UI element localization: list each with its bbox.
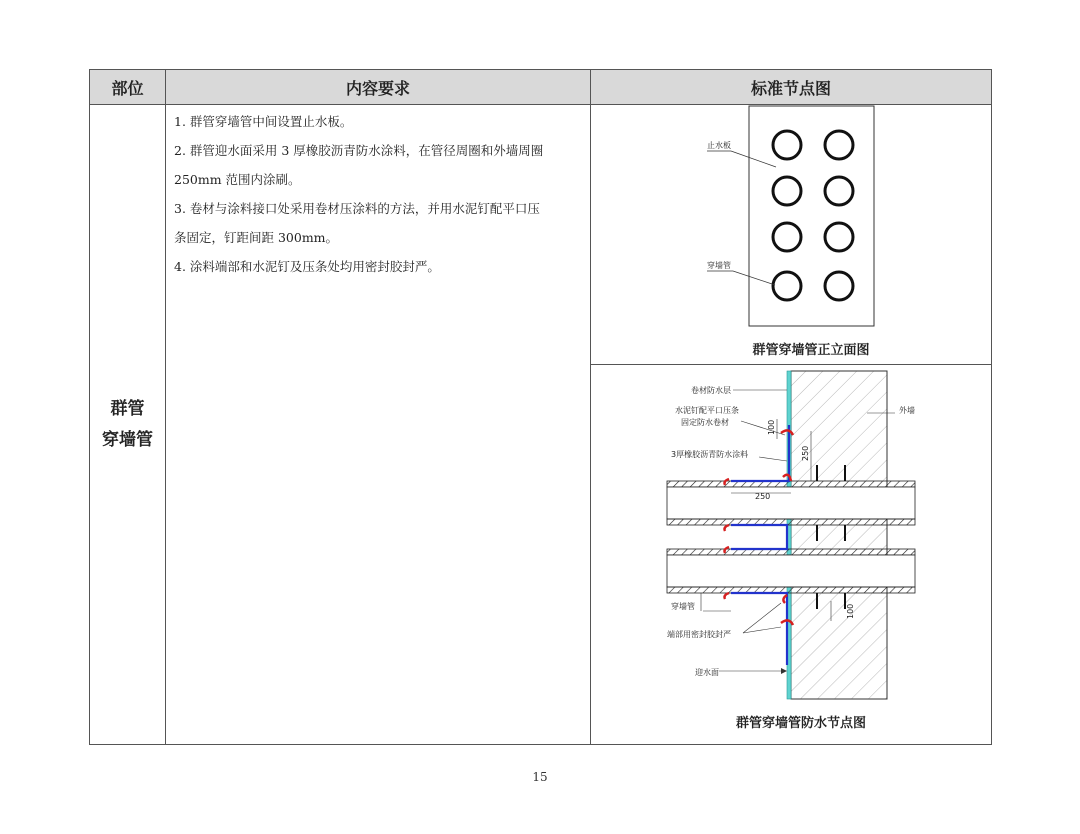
requirement-line: 1. 群管穿墙管中间设置止水板。 xyxy=(174,114,353,129)
waterproof-node-drawing xyxy=(591,365,991,743)
table-row xyxy=(90,105,992,365)
outer-wall xyxy=(791,371,887,699)
part-name-line2: 穿墙管 xyxy=(102,429,153,450)
requirement-line: 2. 群管迎水面采用 3 厚橡胶沥青防水涂料，在管径周圈和外墙周圈 xyxy=(174,143,544,158)
pipe-lower xyxy=(667,549,915,593)
figure2-caption: 群管穿墙管防水节点图 xyxy=(735,716,867,731)
requirement-line: 3. 卷材与涂料接口处采用卷材压涂料的方法，并用水泥钉配平口压 xyxy=(174,201,540,216)
header-content: 内容要求 xyxy=(166,70,591,105)
label-nail-strip-1: 水泥钉配平口压条 xyxy=(675,406,739,415)
elevation-drawing xyxy=(591,105,991,364)
label-sealant: 端部用密封胶封严 xyxy=(667,630,731,639)
requirement-line: 4. 涂料端部和水泥钉及压条处均用密封胶封严。 xyxy=(174,259,440,274)
label-wall-pipe: 穿墙管 xyxy=(707,261,731,270)
header-figure: 标准节点图 xyxy=(591,70,992,105)
label-nail-strip-2: 固定防水卷材 xyxy=(681,418,729,427)
page-number: 15 xyxy=(532,770,548,784)
waterproof-node-figure-cell xyxy=(591,365,992,745)
label-outer-wall: 外墙 xyxy=(899,406,915,415)
label-wall-pipe: 穿墙管 xyxy=(671,602,695,611)
label-water-face: 迎水面 xyxy=(695,668,719,677)
dim-250-vertical: 250 xyxy=(801,445,810,461)
label-coating: 3厚橡胶沥青防水涂料 xyxy=(671,450,749,459)
header-row xyxy=(90,70,992,105)
figure1-caption: 群管穿墙管正立面图 xyxy=(752,343,870,358)
coating-layer xyxy=(731,425,789,665)
label-water-stop-plate: 止水板 xyxy=(707,141,731,150)
part-name-line1: 群管 xyxy=(110,398,145,419)
requirements-cell xyxy=(166,105,591,745)
part-cell xyxy=(90,105,166,745)
sealant-marks xyxy=(725,430,794,625)
spec-table xyxy=(89,69,992,745)
requirement-line: 条固定，钉距间距 300mm。 xyxy=(174,230,339,245)
dim-250-horizontal: 250 xyxy=(755,492,771,501)
requirement-line: 250mm 范围内涂刷。 xyxy=(174,172,301,187)
dim-100-bottom: 100 xyxy=(846,603,855,619)
water-stop-plate-outline xyxy=(749,106,874,326)
pipe-upper xyxy=(667,481,915,525)
dim-100-top: 100 xyxy=(767,419,776,435)
pipe-circles xyxy=(773,131,853,300)
label-membrane-layer: 卷材防水层 xyxy=(691,386,731,395)
header-part: 部位 xyxy=(90,70,166,105)
elevation-figure-cell xyxy=(591,105,992,365)
